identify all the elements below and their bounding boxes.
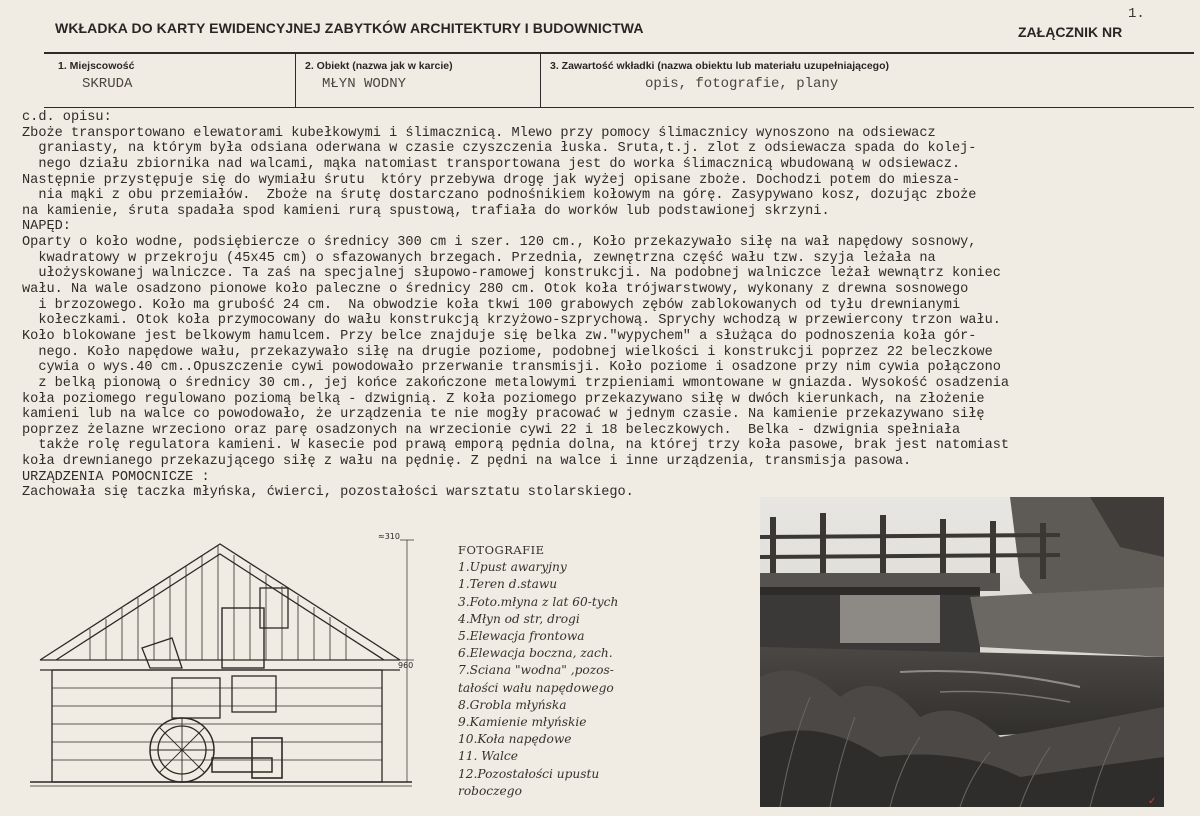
photograph-list-item: 3.Foto.młyna z lat 60-tych bbox=[458, 594, 619, 609]
header-rule-bottom bbox=[44, 107, 1194, 108]
description-line: kołeczkami. Otok koła przymocowany do wału konstrukcją krzyżowo-szprychową. Sprychy wchodzą w przewiercony trzon wału. bbox=[22, 313, 1001, 329]
description-line: NAPĘD: bbox=[22, 219, 71, 235]
photograph-list-item: 11. Walce bbox=[458, 749, 518, 764]
annex-number: 1. bbox=[1128, 6, 1145, 22]
description-line: na kamienie, śruta spadała spod kamieni rurą spustową, trafiała do worków lub podstawionej skrzyni. bbox=[22, 203, 830, 219]
description-line: c.d. opisu: bbox=[22, 110, 112, 125]
description-line: poprzez żelazne wrzeciono oraz parę osadzonych na wrzecionie cywi 22 i 18 beleczkowych. Belka - dzwignia spełniała bbox=[22, 422, 961, 438]
photographs-title: FOTOGRAFIE bbox=[458, 543, 545, 557]
description-line: Zboże transportowano elewatorami kubełkowymi i ślimacznicą. Mlewo przy pomocy ślimacznicy wynoszono na odsiewacz bbox=[22, 125, 936, 141]
photograph-list-item: 9.Kamienie młyńskie bbox=[458, 715, 587, 730]
description-line: koła poziomego regulowano poziomą belką - dzwignią. Z koła poziomego przekazywano siłę w dwóch kierunkach, na złożenie bbox=[22, 391, 985, 407]
description-line: ułożyskowanej walniczce. Ta zaś na specjalnej słupowo-ramowej konstrukcji. Na podobnej walniczce leżał wewnątrz koniec bbox=[22, 266, 1001, 282]
description-line: URZĄDZENIA POMOCNICZE : bbox=[22, 469, 210, 485]
photograph-list-item: 8.Grobla młyńska bbox=[458, 697, 567, 712]
description-line: kamieni lub na walce co powodowało, że urządzenia te nie mogły pracować w jednym czasie. Na kamienie przekazywano siłę bbox=[22, 407, 985, 423]
description-line: nego działu zbiornika nad walcami, mąka natomiast transportowana jest do worka ślimacznicą wbudowaną w odsiewacz. bbox=[22, 156, 961, 172]
locality-value: SKRUDA bbox=[82, 76, 133, 92]
photograph-list-item: 6.Elewacja boczna, zach. bbox=[458, 646, 613, 661]
header-divider-1 bbox=[295, 53, 296, 108]
description-line: koła drewnianego przekazującego siłę z wału na pędnię. Z pędni na walce i inne urządzenia, transmisja pasowa. bbox=[22, 454, 912, 470]
object-value: MŁYN WODNY bbox=[322, 76, 407, 92]
description-line: Następnie przystępuje się do wymiału śrutu który przebywa drogę jak wyżej opisane zboże. Dochodzi potem do miesza- bbox=[22, 172, 961, 188]
document-title: WKŁADKA DO KARTY EWIDENCYJNEJ ZABYTKÓW ARCHITEKTURY I BUDOWNICTWA bbox=[55, 20, 644, 36]
description-line: cywia o wys.40 cm..Opuszczenie cywi powodowało przerwanie transmisji. Koło poziome i osadzone przy nim cywia połączono bbox=[22, 360, 1001, 376]
object-label: 2. Obiekt (nazwa jak w karcie) bbox=[305, 60, 453, 72]
annex-label: ZAŁĄCZNIK NR bbox=[1018, 24, 1123, 40]
header-divider-2 bbox=[540, 53, 541, 108]
photograph-list-item: 7.Sciana "wodna" ,pozos- bbox=[458, 663, 614, 678]
header-rule-top bbox=[44, 52, 1194, 54]
locality-label: 1. Miejscowość bbox=[58, 60, 135, 72]
description-line: i brzozowego. Koło ma grubość 24 cm. Na obwodzie koła tkwi 100 grabowych zębów zablokowanych od tyłu drewnianymi bbox=[22, 297, 961, 313]
photograph-list-item: 1.Teren d.stawu bbox=[458, 577, 558, 592]
photograph-list-item: tałości wału napędowego bbox=[458, 680, 614, 695]
dimension-top-label: ≈310 bbox=[378, 532, 400, 541]
photograph-list-item: 12.Pozostałości upustu bbox=[458, 766, 600, 781]
photographs-items bbox=[458, 559, 748, 800]
contents-label: 3. Zawartość wkładki (nazwa obiektu lub materiału uzupełniającego) bbox=[550, 60, 889, 72]
photograph-bridge-mill-race bbox=[760, 497, 1164, 807]
description-text bbox=[22, 110, 1198, 501]
description-line: z belką pionową o średnicy 30 cm., jej końce zakończone metalowymi trzpieniami wmontowane w gniazda. Wysokość osadzenia bbox=[22, 375, 1010, 391]
description-line: Zachowała się taczka młyńska, ćwierci, pozostałości warsztatu stolarskiego. bbox=[22, 485, 634, 501]
photograph-list-item: 1.Upust awaryjny bbox=[458, 560, 567, 575]
description-line: wału. Na wale osadzono pionowe koło paleczne o średnicy 280 cm. Otok koła trójwarstwowy, wykonany z drewna sosnowego bbox=[22, 282, 969, 298]
corner-mark: ✓ bbox=[1148, 796, 1157, 807]
description-line: nego. Koło napędowe wału, przekazywało siłę na drugie poziome, podobnej wielkości i konstrukcji poprzez 22 beleczkowe bbox=[22, 344, 993, 360]
description-line: także rolę regulatora kamieni. W kasecie pod prawą emporą pędnia dolna, na której trzy koła pasowe, brak jest natomiast bbox=[22, 438, 1010, 454]
description-line: graniasty, na którym była odsiana oderwana w czasie czyszczenia łuska. Sruta,t.j. zlot z odsiewacza spada do kolej- bbox=[22, 141, 977, 157]
contents-value: opis, fotografie, plany bbox=[645, 76, 839, 92]
dimension-side-label: 960 bbox=[398, 661, 414, 670]
photograph-list-item: 5.Elewacja frontowa bbox=[458, 629, 585, 644]
photographs-list bbox=[458, 542, 748, 800]
photograph-list-item: roboczego bbox=[458, 783, 522, 798]
photograph-list-item: 10.Koła napędowe bbox=[458, 732, 572, 747]
photograph-list-item: 4.Młyn od str, drogi bbox=[458, 611, 580, 626]
description-line: kwadratowy w przekroju (45x45 cm) o sfazowanych brzegach. Przednia, zewnętrzna część wału tzw. szyja leżała na bbox=[22, 250, 936, 266]
description-line: Koło blokowane jest belkowym hamulcem. Przy belce znajduje się belka zw."wypychem" a służąca do podnoszenia koła gór- bbox=[22, 328, 977, 344]
description-line: Oparty o koło wodne, podsiębiercze o średnicy 300 cm i szer. 120 cm., Koło przekazywało siłę na wał napędowy sosnowy, bbox=[22, 235, 977, 251]
mill-section-drawing bbox=[22, 528, 442, 808]
description-line: nia mąki z obu przemiałów. Zboże na śrutę dostarczano podnośnikiem kołowym na górę. Zasypywano kosz, dozując zboże bbox=[22, 188, 977, 204]
